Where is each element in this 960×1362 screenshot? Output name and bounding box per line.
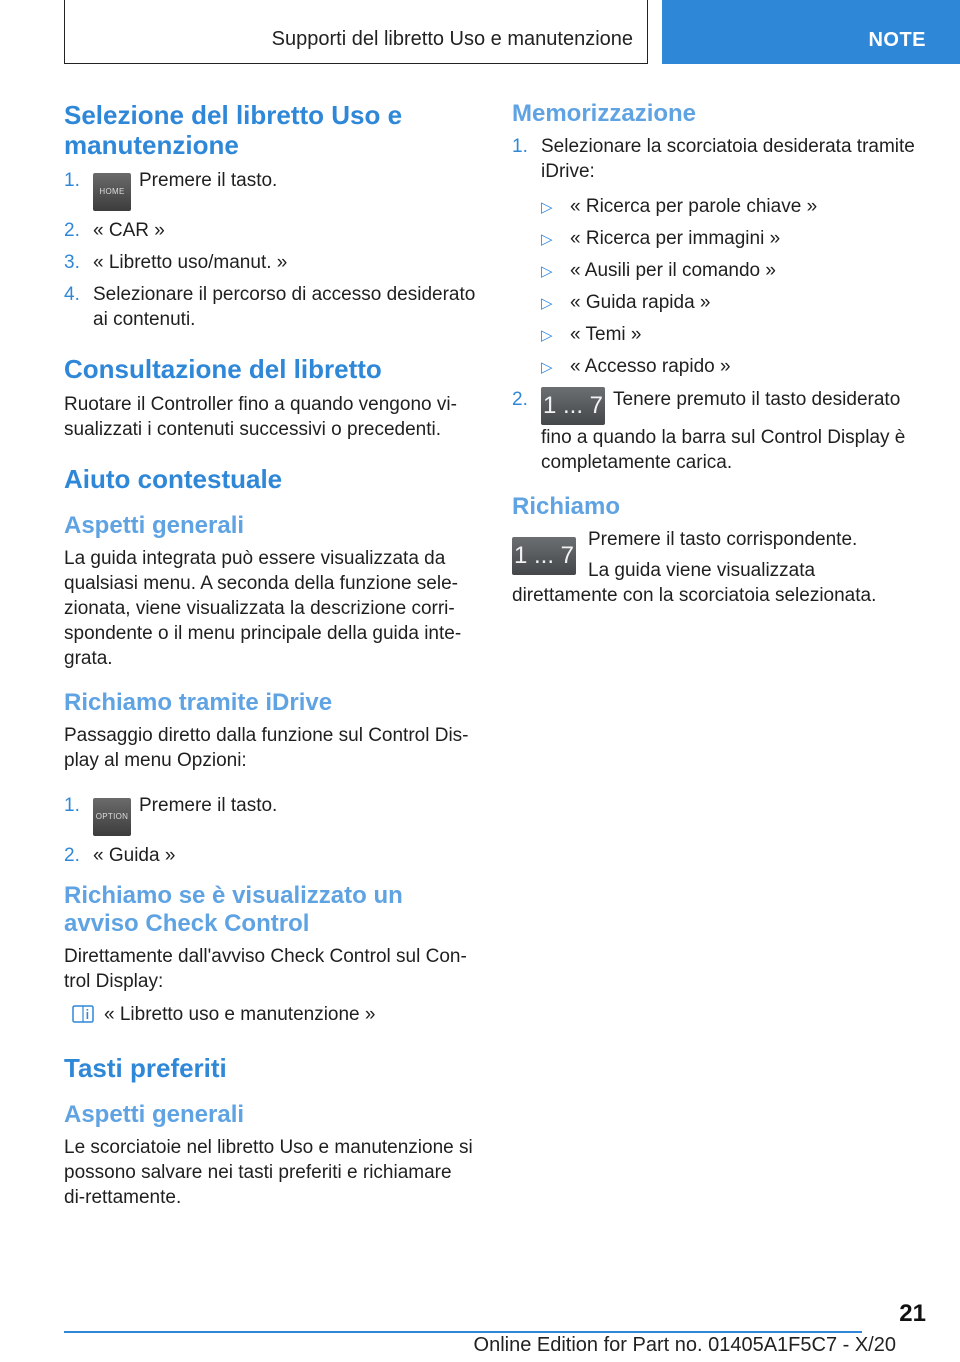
chapter-title: Supporti del libretto Uso e manutenzione — [271, 28, 633, 50]
footer-edition: Online Edition for Part no. 01405A1F5C7 - X/20 — [473, 1334, 896, 1356]
option-key-icon: OPTION — [93, 798, 131, 836]
steps-richiamo — [64, 793, 476, 868]
list-item: ▷ « Ricerca per immagini » — [541, 226, 924, 251]
right-column — [512, 100, 924, 616]
list-item: ▷ « Ricerca per parole chiave » — [541, 194, 924, 219]
heading-aiuto: Aiuto contestuale — [64, 464, 283, 494]
subheading-richiamo-idrive: Richiamo tramite iDrive — [64, 689, 333, 716]
triangle-icon: ▷ — [541, 327, 553, 344]
steps-memorizzazione — [512, 134, 924, 475]
list-item: 2. « CAR » — [64, 220, 165, 241]
subheading-memorizzazione: Memorizzazione — [512, 100, 697, 127]
paragraph: Ruotare il Controller fino a quando vengono vi-sualizzati i contenuti successivi o precedenti. — [64, 394, 457, 440]
paragraph: Passaggio diretto dalla funzione sul Control Dis-play al menu Opzioni: — [64, 725, 469, 771]
subheading-check-control: Richiamo se è visualizzato un avviso Check Control — [64, 882, 403, 937]
subheading-richiamo: Richiamo — [512, 493, 621, 520]
heading-tasti-preferiti: Tasti preferiti — [64, 1053, 227, 1083]
subheading-aspetti: Aspetti generali — [64, 512, 245, 539]
page-number: 21 — [899, 1300, 926, 1327]
list-item: 1. Selezionare la scorciatoia desiderata tramite iDrive: ▷ « Ricerca per parole chiave » ▷ « Ricerca per immagini » ▷ « Ausili per il comando » ▷ « Guida rapida » ▷ « Temi » ▷ « Accesso rapido » — [512, 134, 924, 379]
left-column — [64, 100, 476, 1218]
favorite-keys-icon: 1 ... 7 — [512, 537, 576, 575]
section-label: NOTE — [868, 29, 926, 51]
list-item: 3. « Libretto uso/manut. » — [64, 252, 288, 273]
triangle-icon: ▷ — [541, 295, 553, 312]
triangle-icon: ▷ — [541, 199, 553, 216]
list-item: 1. HOMEPremere il tasto. — [64, 168, 476, 211]
list-item: 4. Selezionare il percorso di accesso desiderato ai contenuti. — [64, 284, 476, 330]
list-item: 2. 1 ... 7 Tenere premuto il tasto desiderato fino a quando la barra sul Control Display è completamente carica. — [512, 389, 906, 473]
list-item: ▷ « Temi » — [541, 322, 924, 347]
paragraph: Direttamente dall'avviso Check Control sul Con-trol Display: — [64, 946, 467, 992]
list-item: 2. « Guida » — [64, 845, 176, 866]
header-section-tab[interactable] — [662, 0, 960, 64]
paragraph: Le scorciatoie nel libretto Uso e manutenzione si possono salvare nei tasti preferiti e richiamare di-rettamente. — [64, 1137, 473, 1208]
book-info-icon — [72, 1005, 94, 1023]
paragraph: La guida viene visualizzata direttamente con la scorciatoia selezionata. — [512, 560, 877, 606]
subheading-aspetti-2: Aspetti generali — [64, 1101, 245, 1128]
heading-consultazione: Consultazione del libretto — [64, 354, 382, 384]
richiamo-block — [512, 527, 924, 608]
list-item: 1. OPTIONPremere il tasto. — [64, 793, 476, 836]
list-item: ▷ « Accesso rapido » — [541, 354, 924, 379]
header-chapter — [64, 0, 648, 64]
paragraph: La guida integrata può essere visualizzata da qualsiasi menu. A seconda della funzione sele-zionata, viene visualizzata la descrizione corri-spondente o il menu principale della guida inte-grata. — [64, 548, 462, 669]
triangle-icon: ▷ — [541, 263, 553, 280]
manual-link: « Libretto uso e manutenzione » — [64, 1002, 476, 1027]
sub-list — [541, 194, 924, 379]
list-item: ▷ « Ausili per il comando » — [541, 258, 924, 283]
favorite-keys-icon: 1 ... 7 — [541, 387, 605, 425]
list-item: ▷ « Guida rapida » — [541, 290, 924, 315]
paragraph: Premere il tasto corrispondente. — [588, 529, 858, 550]
heading-selezione: Selezione del libretto Uso e manutenzione — [64, 100, 403, 160]
triangle-icon: ▷ — [541, 359, 553, 376]
footer-divider — [64, 1331, 862, 1333]
steps-selezione — [64, 168, 476, 332]
triangle-icon: ▷ — [541, 231, 553, 248]
home-key-icon: HOME — [93, 173, 131, 211]
